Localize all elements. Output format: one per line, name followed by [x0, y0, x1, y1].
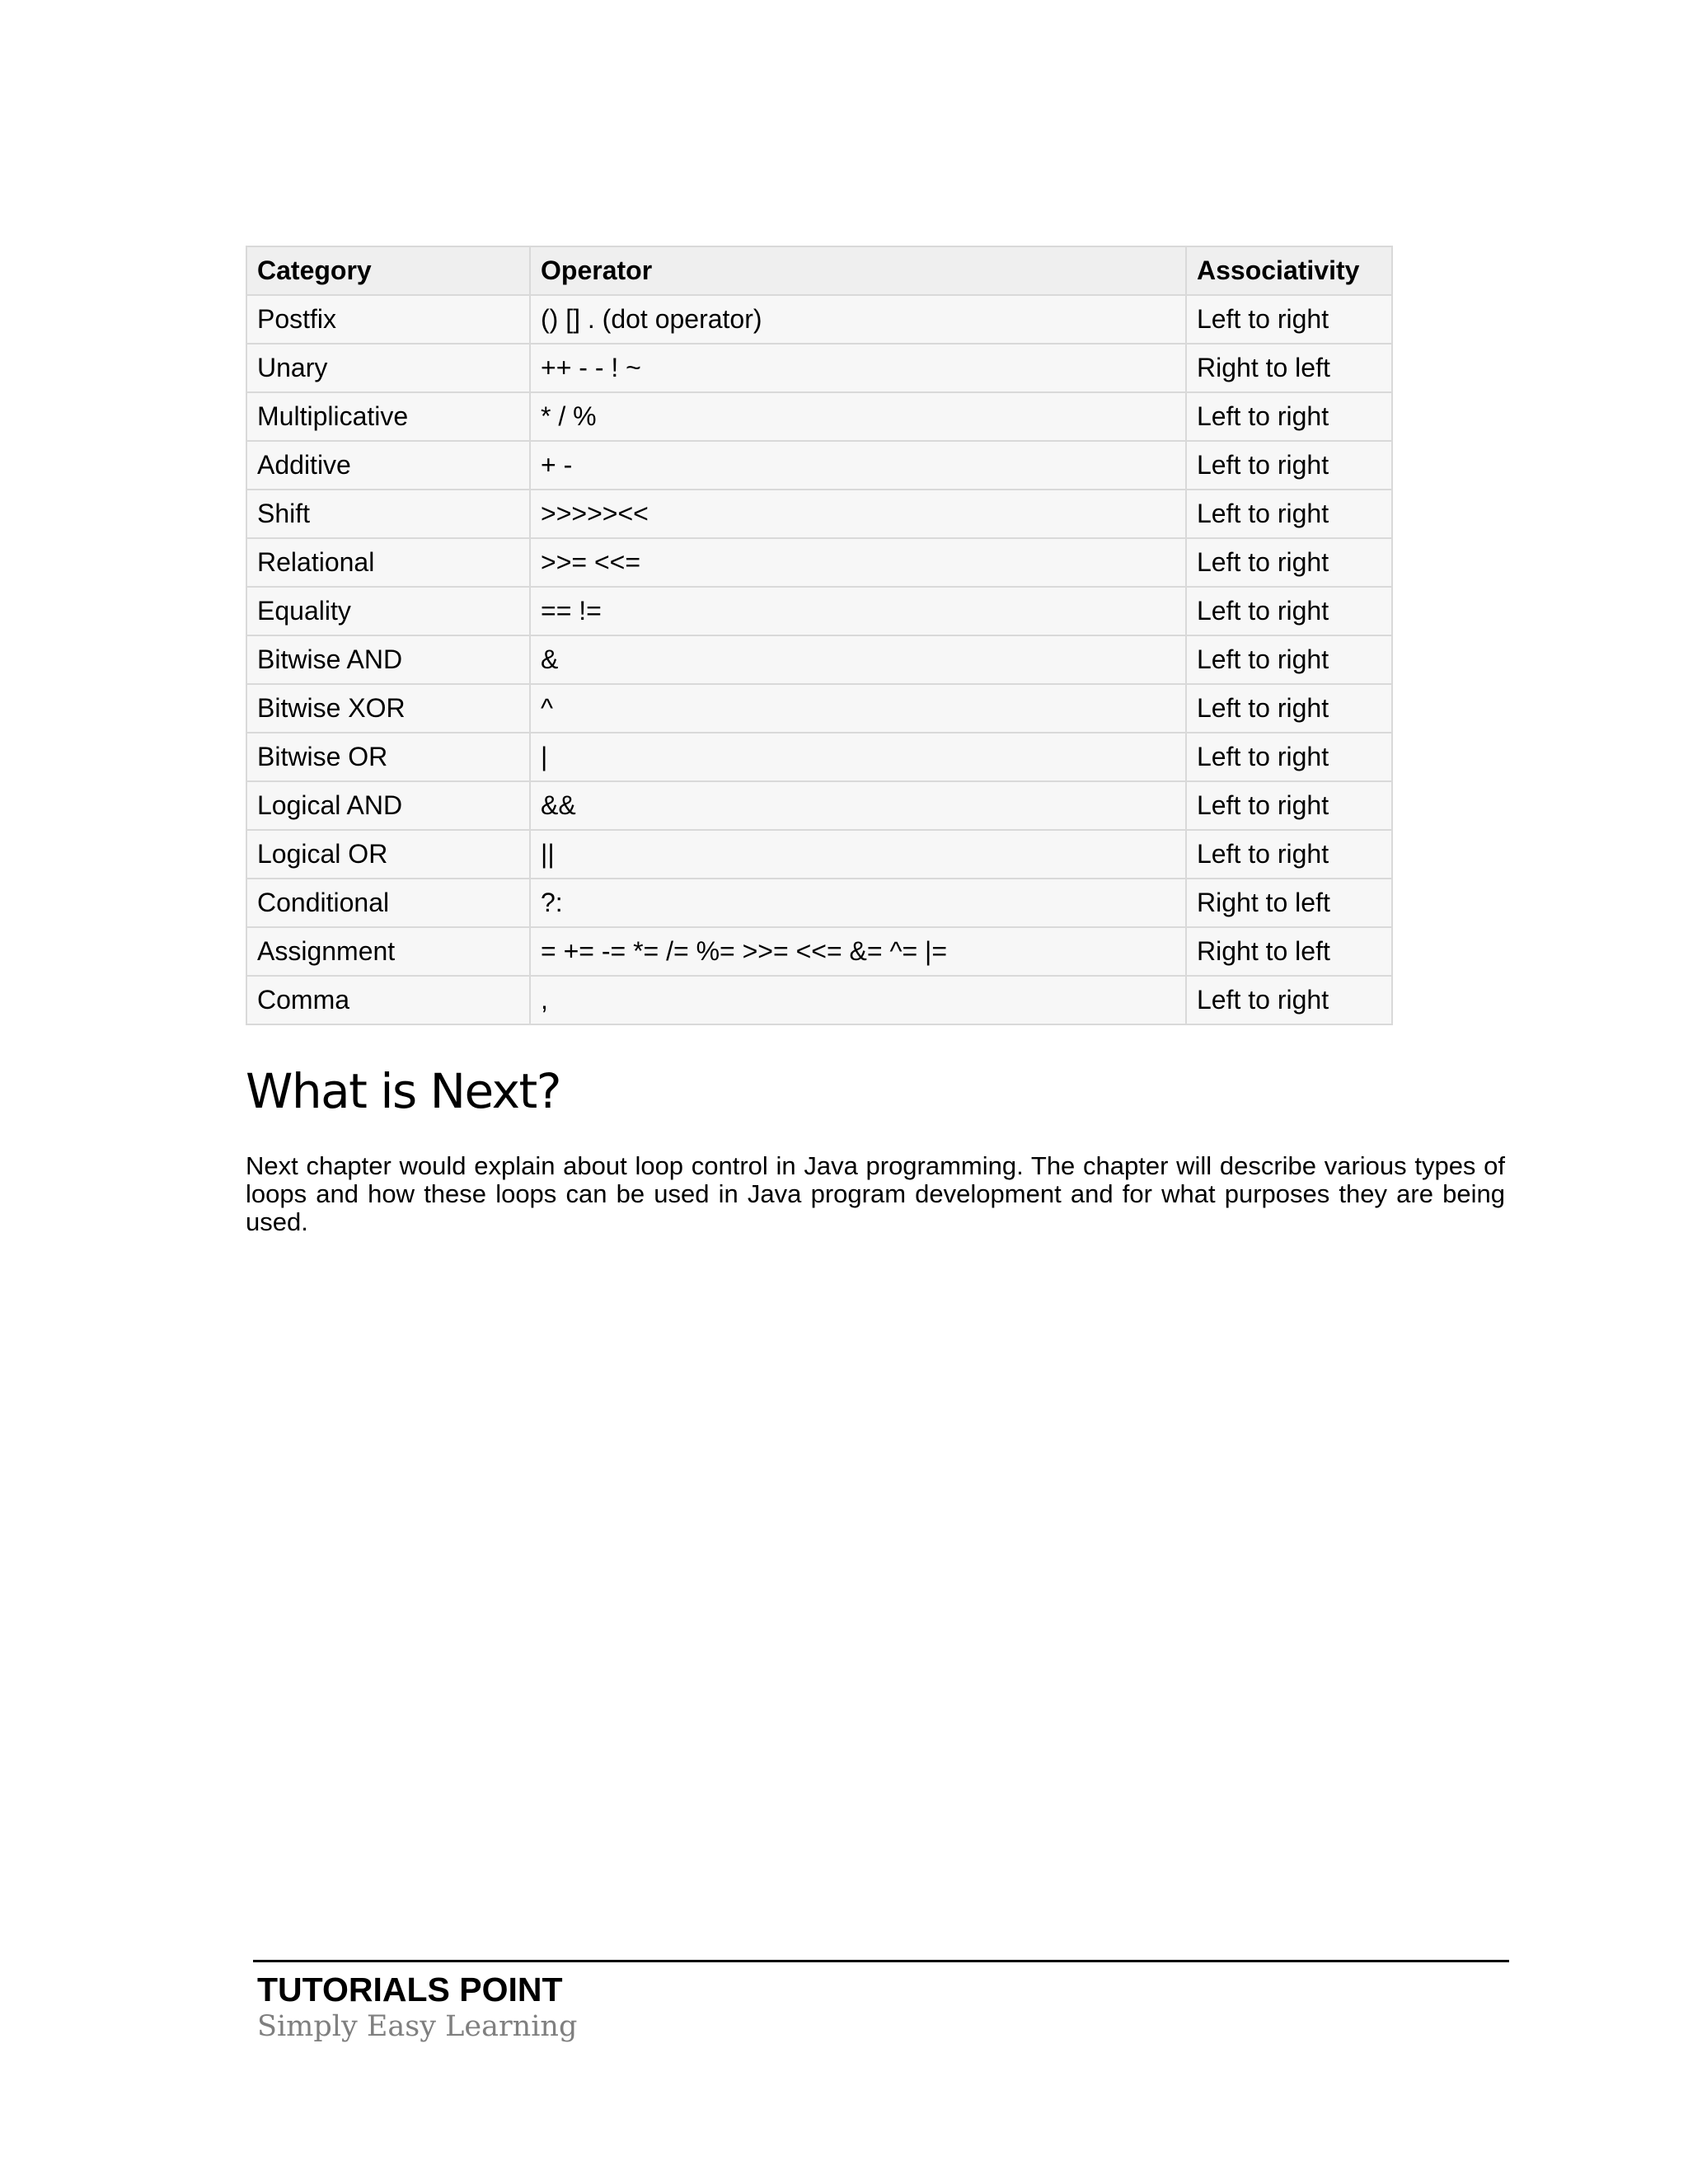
- table-row: [246, 344, 1392, 392]
- operator-cell: >>= <<=: [530, 538, 1186, 587]
- operator-cell: &: [530, 635, 1186, 684]
- associativity-cell: Left to right: [1186, 830, 1392, 879]
- table-header-row: [246, 246, 1392, 295]
- category-cell: Comma: [246, 976, 530, 1024]
- associativity-cell: Right to left: [1186, 879, 1392, 927]
- operator-cell: () [] . (dot operator): [530, 295, 1186, 344]
- associativity-cell: Right to left: [1186, 344, 1392, 392]
- table-row: [246, 976, 1392, 1024]
- associativity-cell: Left to right: [1186, 441, 1392, 490]
- table-row: [246, 830, 1392, 879]
- table-row: [246, 441, 1392, 490]
- associativity-cell: Left to right: [1186, 781, 1392, 830]
- table-row: [246, 733, 1392, 781]
- operator-cell: ,: [530, 976, 1186, 1024]
- table-row: [246, 781, 1392, 830]
- operator-cell: ++ - - ! ~: [530, 344, 1186, 392]
- associativity-cell: Left to right: [1186, 295, 1392, 344]
- associativity-cell: Right to left: [1186, 927, 1392, 976]
- associativity-cell: Left to right: [1186, 635, 1392, 684]
- footer-brand: TUTORIALS POINT: [257, 1971, 563, 2008]
- associativity-cell: Left to right: [1186, 733, 1392, 781]
- category-cell: Postfix: [246, 295, 530, 344]
- operator-cell: + -: [530, 441, 1186, 490]
- associativity-cell: Left to right: [1186, 392, 1392, 441]
- operator-cell: ^: [530, 684, 1186, 733]
- table-row: [246, 392, 1392, 441]
- category-cell: Logical OR: [246, 830, 530, 879]
- operator-cell: == !=: [530, 587, 1186, 635]
- table-row: [246, 927, 1392, 976]
- table-row: [246, 538, 1392, 587]
- operator-cell: &&: [530, 781, 1186, 830]
- footer-divider: [253, 1960, 1509, 1962]
- category-cell: Bitwise XOR: [246, 684, 530, 733]
- associativity-cell: Left to right: [1186, 587, 1392, 635]
- category-cell: Conditional: [246, 879, 530, 927]
- category-cell: Equality: [246, 587, 530, 635]
- table-row: [246, 879, 1392, 927]
- table-row: [246, 587, 1392, 635]
- table-row: [246, 635, 1392, 684]
- section-heading: What is Next?: [246, 1063, 560, 1119]
- category-cell: Relational: [246, 538, 530, 587]
- category-cell: Logical AND: [246, 781, 530, 830]
- operator-cell: * / %: [530, 392, 1186, 441]
- associativity-cell: Left to right: [1186, 684, 1392, 733]
- category-cell: Assignment: [246, 927, 530, 976]
- category-cell: Bitwise AND: [246, 635, 530, 684]
- table-row: [246, 490, 1392, 538]
- operator-cell: = += -= *= /= %= >>= <<= &= ^= |=: [530, 927, 1186, 976]
- header-category: Category: [246, 246, 530, 295]
- operator-cell: |: [530, 733, 1186, 781]
- associativity-cell: Left to right: [1186, 976, 1392, 1024]
- table-row: [246, 295, 1392, 344]
- table-row: [246, 684, 1392, 733]
- operator-cell: ||: [530, 830, 1186, 879]
- operator-precedence-table: [246, 246, 1393, 1025]
- section-paragraph: Next chapter would explain about loop control in Java programming. The chapter will describe various types of loops and how these loops can be used in Java program development and for what purposes they are being used.: [246, 1151, 1505, 1236]
- header-operator: Operator: [530, 246, 1186, 295]
- header-associativity: Associativity: [1186, 246, 1392, 295]
- category-cell: Unary: [246, 344, 530, 392]
- footer-tagline: Simply Easy Learning: [257, 2010, 578, 2043]
- operator-cell: ?:: [530, 879, 1186, 927]
- category-cell: Shift: [246, 490, 530, 538]
- category-cell: Bitwise OR: [246, 733, 530, 781]
- category-cell: Multiplicative: [246, 392, 530, 441]
- associativity-cell: Left to right: [1186, 490, 1392, 538]
- operator-cell: >>>>><<: [530, 490, 1186, 538]
- category-cell: Additive: [246, 441, 530, 490]
- associativity-cell: Left to right: [1186, 538, 1392, 587]
